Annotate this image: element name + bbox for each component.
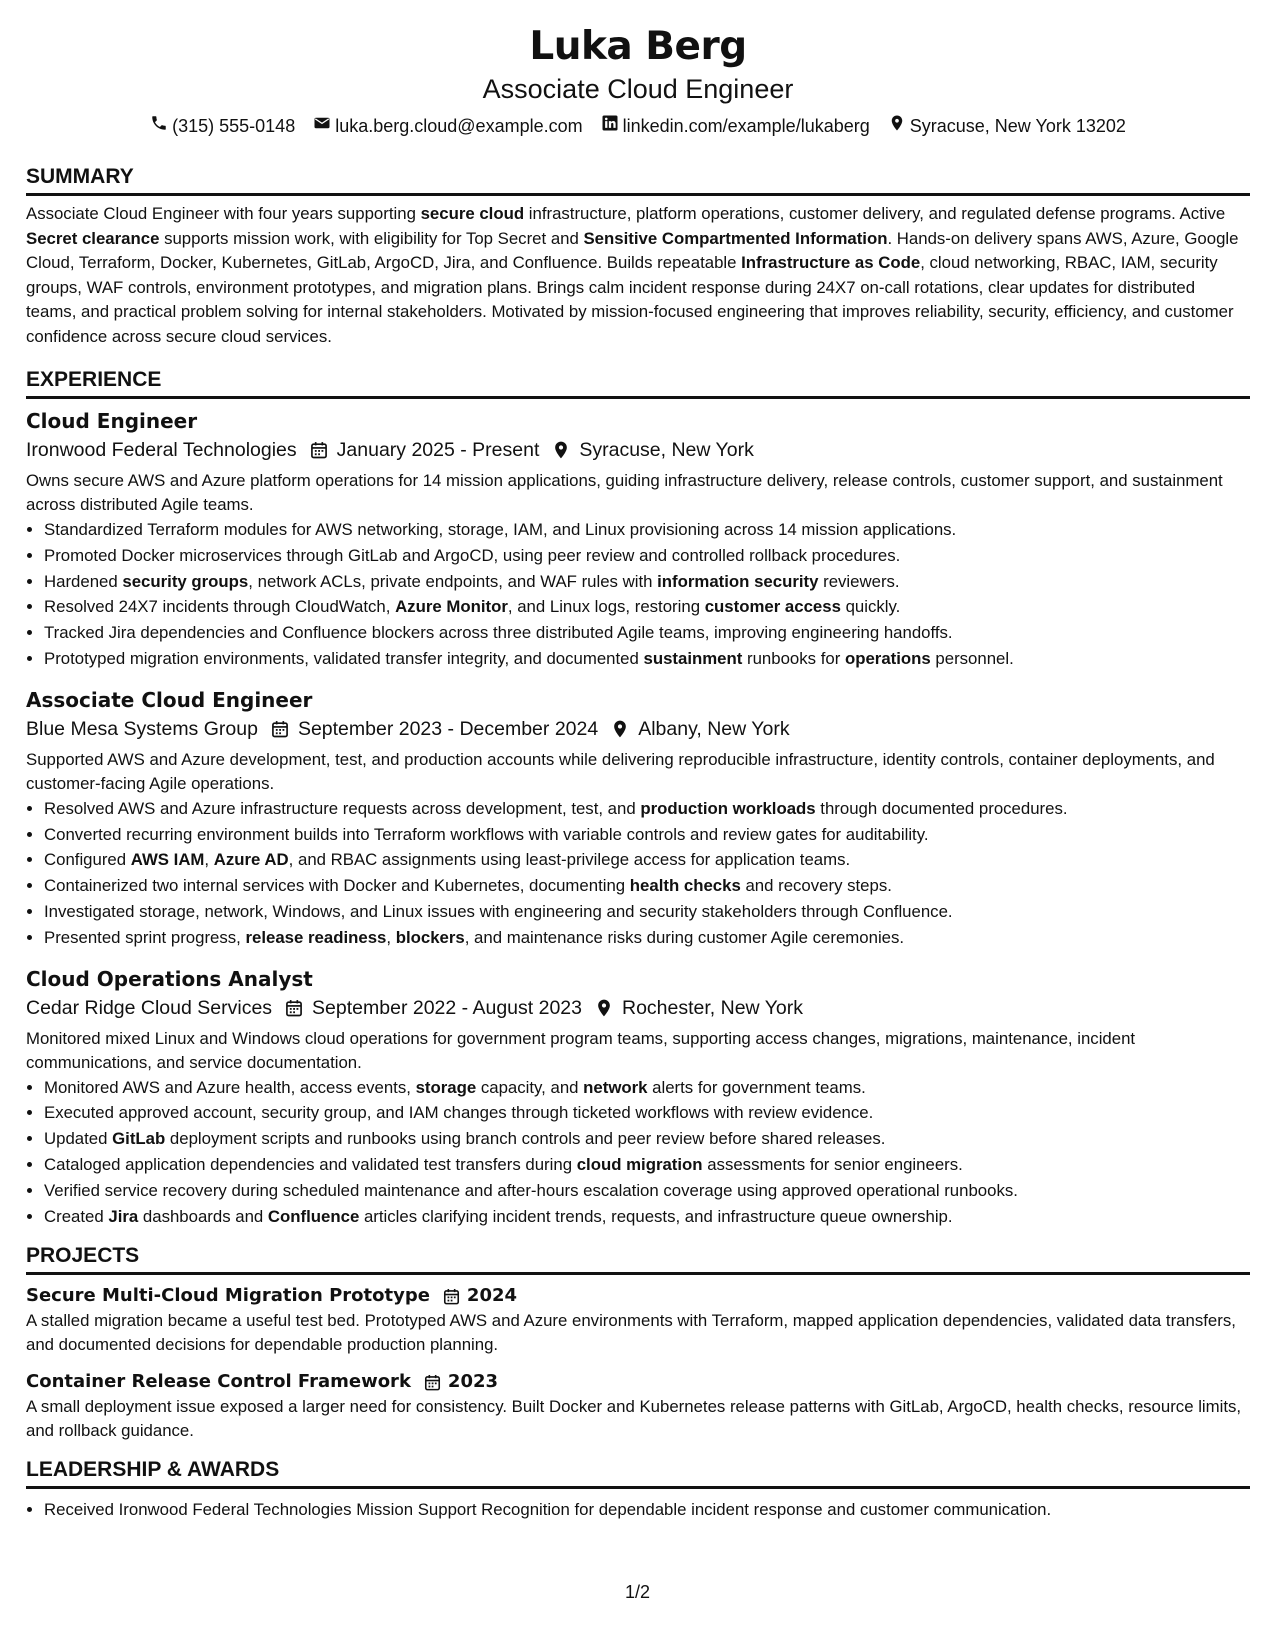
resume-header [26, 22, 1250, 138]
text-run: Resolved AWS and Azure infrastructure requests across development, test, and [44, 798, 641, 818]
bullet-item [44, 517, 1250, 543]
project-entry [26, 1283, 1250, 1357]
bold-phrase: secure cloud [420, 204, 525, 223]
text-run: . Hands-on delivery spans AWS, Azure, Google Cloud, Terraform, Docker, Kubernetes, GitLab, ArgoCD, Jira, and Confluence. Builds repeatable [26, 228, 1239, 272]
project-year: 2024 [466, 1285, 518, 1307]
text-run: deployment scripts and runbooks using branch controls and peer review before shared releases. [165, 1129, 886, 1149]
text-run: Converted recurring environment builds into Terraform workflows with variable controls and review gates for auditability. [44, 824, 929, 844]
text-run: , [204, 850, 214, 870]
text-run: Associate Cloud Engineer with four years supporting [26, 204, 421, 223]
text-run: Executed approved account, security group, and IAM changes through ticketed workflows with review evidence. [44, 1103, 874, 1123]
job-description: Supported AWS and Azure development, test, and production accounts while delivering reproducible infrastructure, identity controls, container deployments, and customer-facing Agile operations. [26, 749, 1215, 793]
summary-heading: SUMMARY [26, 164, 1250, 196]
bold-phrase: Secret clearance [26, 228, 160, 248]
contact-bar [26, 114, 1250, 138]
candidate-title: Associate Cloud Engineer [482, 74, 794, 104]
bullet-item [44, 620, 1250, 646]
location-text: Syracuse, New York 13202 [909, 116, 1126, 136]
text-run: Presented sprint progress, [44, 927, 246, 947]
bold-phrase: release readiness [245, 927, 387, 947]
bullet-item [44, 796, 1250, 822]
summary-section [26, 164, 1250, 349]
text-run: Created [44, 1206, 109, 1226]
phone-icon [150, 114, 168, 138]
job-description: Monitored mixed Linux and Windows cloud operations for government program teams, supporting access changes, migrations, maintenance, incident communications, and service documentation. [26, 1028, 1136, 1072]
resume-page [26, 22, 1250, 1523]
contact-linkedin[interactable] [601, 114, 870, 138]
text-run: Standardized Terraform modules for AWS networking, storage, IAM, and Linux provisioning across 14 mission applications. [44, 520, 957, 539]
calendar-icon [423, 1373, 442, 1392]
bold-phrase: storage [415, 1077, 477, 1097]
job-location: Syracuse, New York [579, 439, 754, 461]
text-run: Updated [44, 1129, 113, 1149]
bold-phrase: customer access [704, 597, 841, 617]
leadership-heading: LEADERSHIP & AWARDS [26, 1457, 1250, 1489]
bold-phrase: Infrastructure as Code [741, 253, 921, 272]
candidate-name: Luka Berg [529, 24, 747, 69]
text-run: Verified service recovery during scheduled maintenance and after-hours escalation coverage using approved operational runbooks. [44, 1180, 1018, 1200]
bullet-item [44, 899, 1250, 925]
text-run: , network ACLs, private endpoints, and WAF rules with [248, 571, 658, 591]
text-run: personnel. [930, 648, 1014, 668]
bold-phrase: sustainment [643, 648, 743, 668]
linkedin-text: linkedin.com/example/lukaberg [622, 116, 870, 136]
bullet-item [44, 1100, 1250, 1126]
project-description: A stalled migration became a useful test bed. Prototyped AWS and Azure environments with Terraform, mapped application dependencies, validated data transfers, and documented decisions for dependable production planning. [26, 1311, 1236, 1355]
experience-section [26, 367, 1250, 1229]
bold-phrase: AWS IAM [130, 850, 205, 870]
job-description: Owns secure AWS and Azure platform operations for 14 mission applications, guiding infrastructure delivery, release controls, customer support, and sustainment across distributed Agile teams. [26, 471, 1223, 514]
job-meta [26, 993, 1250, 1023]
bold-phrase: Jira [108, 1206, 139, 1226]
bold-phrase: network [583, 1077, 648, 1097]
text-run: Investigated storage, network, Windows, and Linux issues with engineering and security stakeholders through Confluence. [44, 901, 953, 921]
job-dates: January 2025 - Present [336, 439, 540, 461]
job-list [26, 407, 1250, 1229]
text-run: dashboards and [138, 1206, 268, 1226]
calendar-icon [309, 440, 329, 460]
project-header [26, 1283, 1250, 1309]
job-dates: September 2023 - December 2024 [297, 717, 599, 740]
envelope-icon [313, 114, 331, 138]
project-entry [26, 1369, 1250, 1443]
text-run: Hardened [44, 571, 123, 591]
bold-phrase: operations [844, 648, 931, 668]
bullet-item [44, 1204, 1250, 1230]
text-run: alerts for government teams. [647, 1077, 866, 1097]
map-pin-icon [594, 998, 614, 1018]
phone-text: (315) 555-0148 [172, 116, 296, 136]
text-run: through documented procedures. [815, 798, 1068, 818]
contact-location [888, 114, 1126, 138]
text-run: Prototyped migration environments, validated transfer integrity, and documented [44, 648, 644, 668]
leadership-list [26, 1497, 1250, 1523]
bold-phrase: GitLab [112, 1129, 166, 1149]
bullet-item [44, 1075, 1250, 1101]
bold-phrase: Sensitive Compartmented Information [583, 228, 888, 248]
job-title: Associate Cloud Engineer [26, 687, 313, 712]
bold-phrase: health checks [629, 876, 741, 896]
text-run: assessments for senior engineers. [702, 1154, 963, 1174]
job-bullets [26, 796, 1250, 951]
project-year: 2023 [447, 1371, 499, 1393]
bold-phrase: production workloads [640, 798, 816, 818]
bullet-item [44, 569, 1250, 595]
job-location: Albany, New York [638, 717, 790, 740]
bold-phrase: Azure AD [213, 850, 289, 870]
calendar-icon [284, 998, 304, 1018]
text-run: Monitored AWS and Azure health, access events, [44, 1077, 416, 1097]
text-run: , and maintenance risks during customer Agile ceremonies. [464, 927, 905, 947]
job-dates: September 2022 - August 2023 [312, 996, 582, 1019]
bold-phrase: Confluence [267, 1206, 360, 1226]
text-run: , and RBAC assignments using least-privilege access for application teams. [288, 850, 851, 870]
contact-email[interactable] [313, 114, 582, 138]
text-run: supports mission work, with eligibility for Top Secret and [159, 228, 584, 248]
company-name: Ironwood Federal Technologies [26, 439, 297, 461]
company-name: Blue Mesa Systems Group [26, 717, 258, 740]
bullet-item [44, 543, 1250, 569]
text-run: Tracked Jira dependencies and Confluence blockers across three distributed Agile teams, improving engineering handoffs. [44, 623, 953, 643]
bullet-item [44, 925, 1250, 951]
summary-text [26, 202, 1250, 349]
job-meta [26, 714, 1250, 744]
project-list [26, 1283, 1250, 1443]
text-run: Promoted Docker microservices through GitLab and ArgoCD, using peer review and controlled rollback procedures. [44, 545, 901, 565]
job-entry [26, 686, 1250, 951]
job-title: Cloud Operations Analyst [26, 966, 313, 991]
text-run: reviewers. [818, 571, 900, 591]
bold-phrase: Azure Monitor [395, 597, 508, 617]
text-run: and recovery steps. [740, 876, 892, 896]
text-run: quickly. [840, 597, 901, 617]
projects-section [26, 1243, 1250, 1443]
job-title: Cloud Engineer [26, 409, 198, 433]
text-run: Configured [44, 850, 131, 870]
text-run: , and Linux logs, restoring [507, 597, 705, 617]
project-name: Secure Multi-Cloud Migration Prototype [26, 1285, 430, 1307]
contact-phone[interactable] [150, 114, 295, 138]
job-meta [26, 435, 1250, 465]
text-run: capacity, and [476, 1077, 584, 1097]
leadership-section [26, 1457, 1250, 1523]
bold-phrase: security groups [122, 571, 249, 591]
job-bullets [26, 1075, 1250, 1230]
map-pin-icon [888, 114, 906, 138]
company-name: Cedar Ridge Cloud Services [26, 996, 273, 1019]
text-run: , [386, 927, 396, 947]
project-header [26, 1369, 1250, 1395]
text-run: infrastructure, platform operations, customer delivery, and regulated defense programs. Active [524, 204, 1226, 223]
job-bullets [26, 517, 1250, 672]
projects-heading: PROJECTS [26, 1243, 1250, 1275]
bullet-item [44, 1178, 1250, 1204]
text-run: Containerized two internal services with Docker and Kubernetes, documenting [44, 876, 630, 896]
bullet-item [44, 847, 1250, 873]
project-description: A small deployment issue exposed a larger need for consistency. Built Docker and Kubernetes release patterns with GitLab, ArgoCD, health checks, resource limits, and rollback guidance. [26, 1397, 1242, 1441]
email-text: luka.berg.cloud@example.com [335, 116, 583, 136]
project-name: Container Release Control Framework [26, 1371, 411, 1393]
job-entry [26, 407, 1250, 672]
bullet-item [44, 594, 1250, 620]
page-number: 1/2 [624, 1582, 651, 1602]
job-entry [26, 965, 1250, 1230]
bold-phrase: information security [657, 571, 819, 591]
calendar-icon [270, 719, 290, 739]
bullet-item [44, 1126, 1250, 1152]
job-location: Rochester, New York [622, 996, 804, 1019]
bullet-item [44, 873, 1250, 899]
map-pin-icon [610, 719, 630, 739]
bullet-item: • Received Ironwood Federal Technologies Mission Support Recognition for dependable incident response and customer communication. [44, 1497, 1250, 1523]
text-run: , cloud networking, RBAC, IAM, security groups, WAF controls, environment prototypes, and migration plans. Brings calm incident response during 24X7 on-call rotations, clear updates for distributed teams, and practical problem solving for internal stakeholders. Motivated by mission-focused engineering that improves reliability, security, efficiency, and customer confidence across secure cloud services. [26, 253, 1234, 346]
text-run: runbooks for [742, 648, 845, 668]
experience-heading: EXPERIENCE [26, 367, 1250, 399]
text-run: Resolved 24X7 incidents through CloudWatch, [44, 597, 396, 617]
map-pin-icon [551, 440, 571, 460]
text-run: Cataloged application dependencies and validated test transfers during [44, 1154, 577, 1174]
linkedin-icon [601, 114, 619, 138]
bullet-item [44, 646, 1250, 672]
calendar-icon [442, 1287, 461, 1306]
text-run: articles clarifying incident trends, requests, and infrastructure queue ownership. [359, 1206, 953, 1226]
bullet-item [44, 1152, 1250, 1178]
bold-phrase: cloud migration [576, 1154, 703, 1174]
bullet-item [44, 822, 1250, 848]
bold-phrase: blockers [395, 927, 465, 947]
